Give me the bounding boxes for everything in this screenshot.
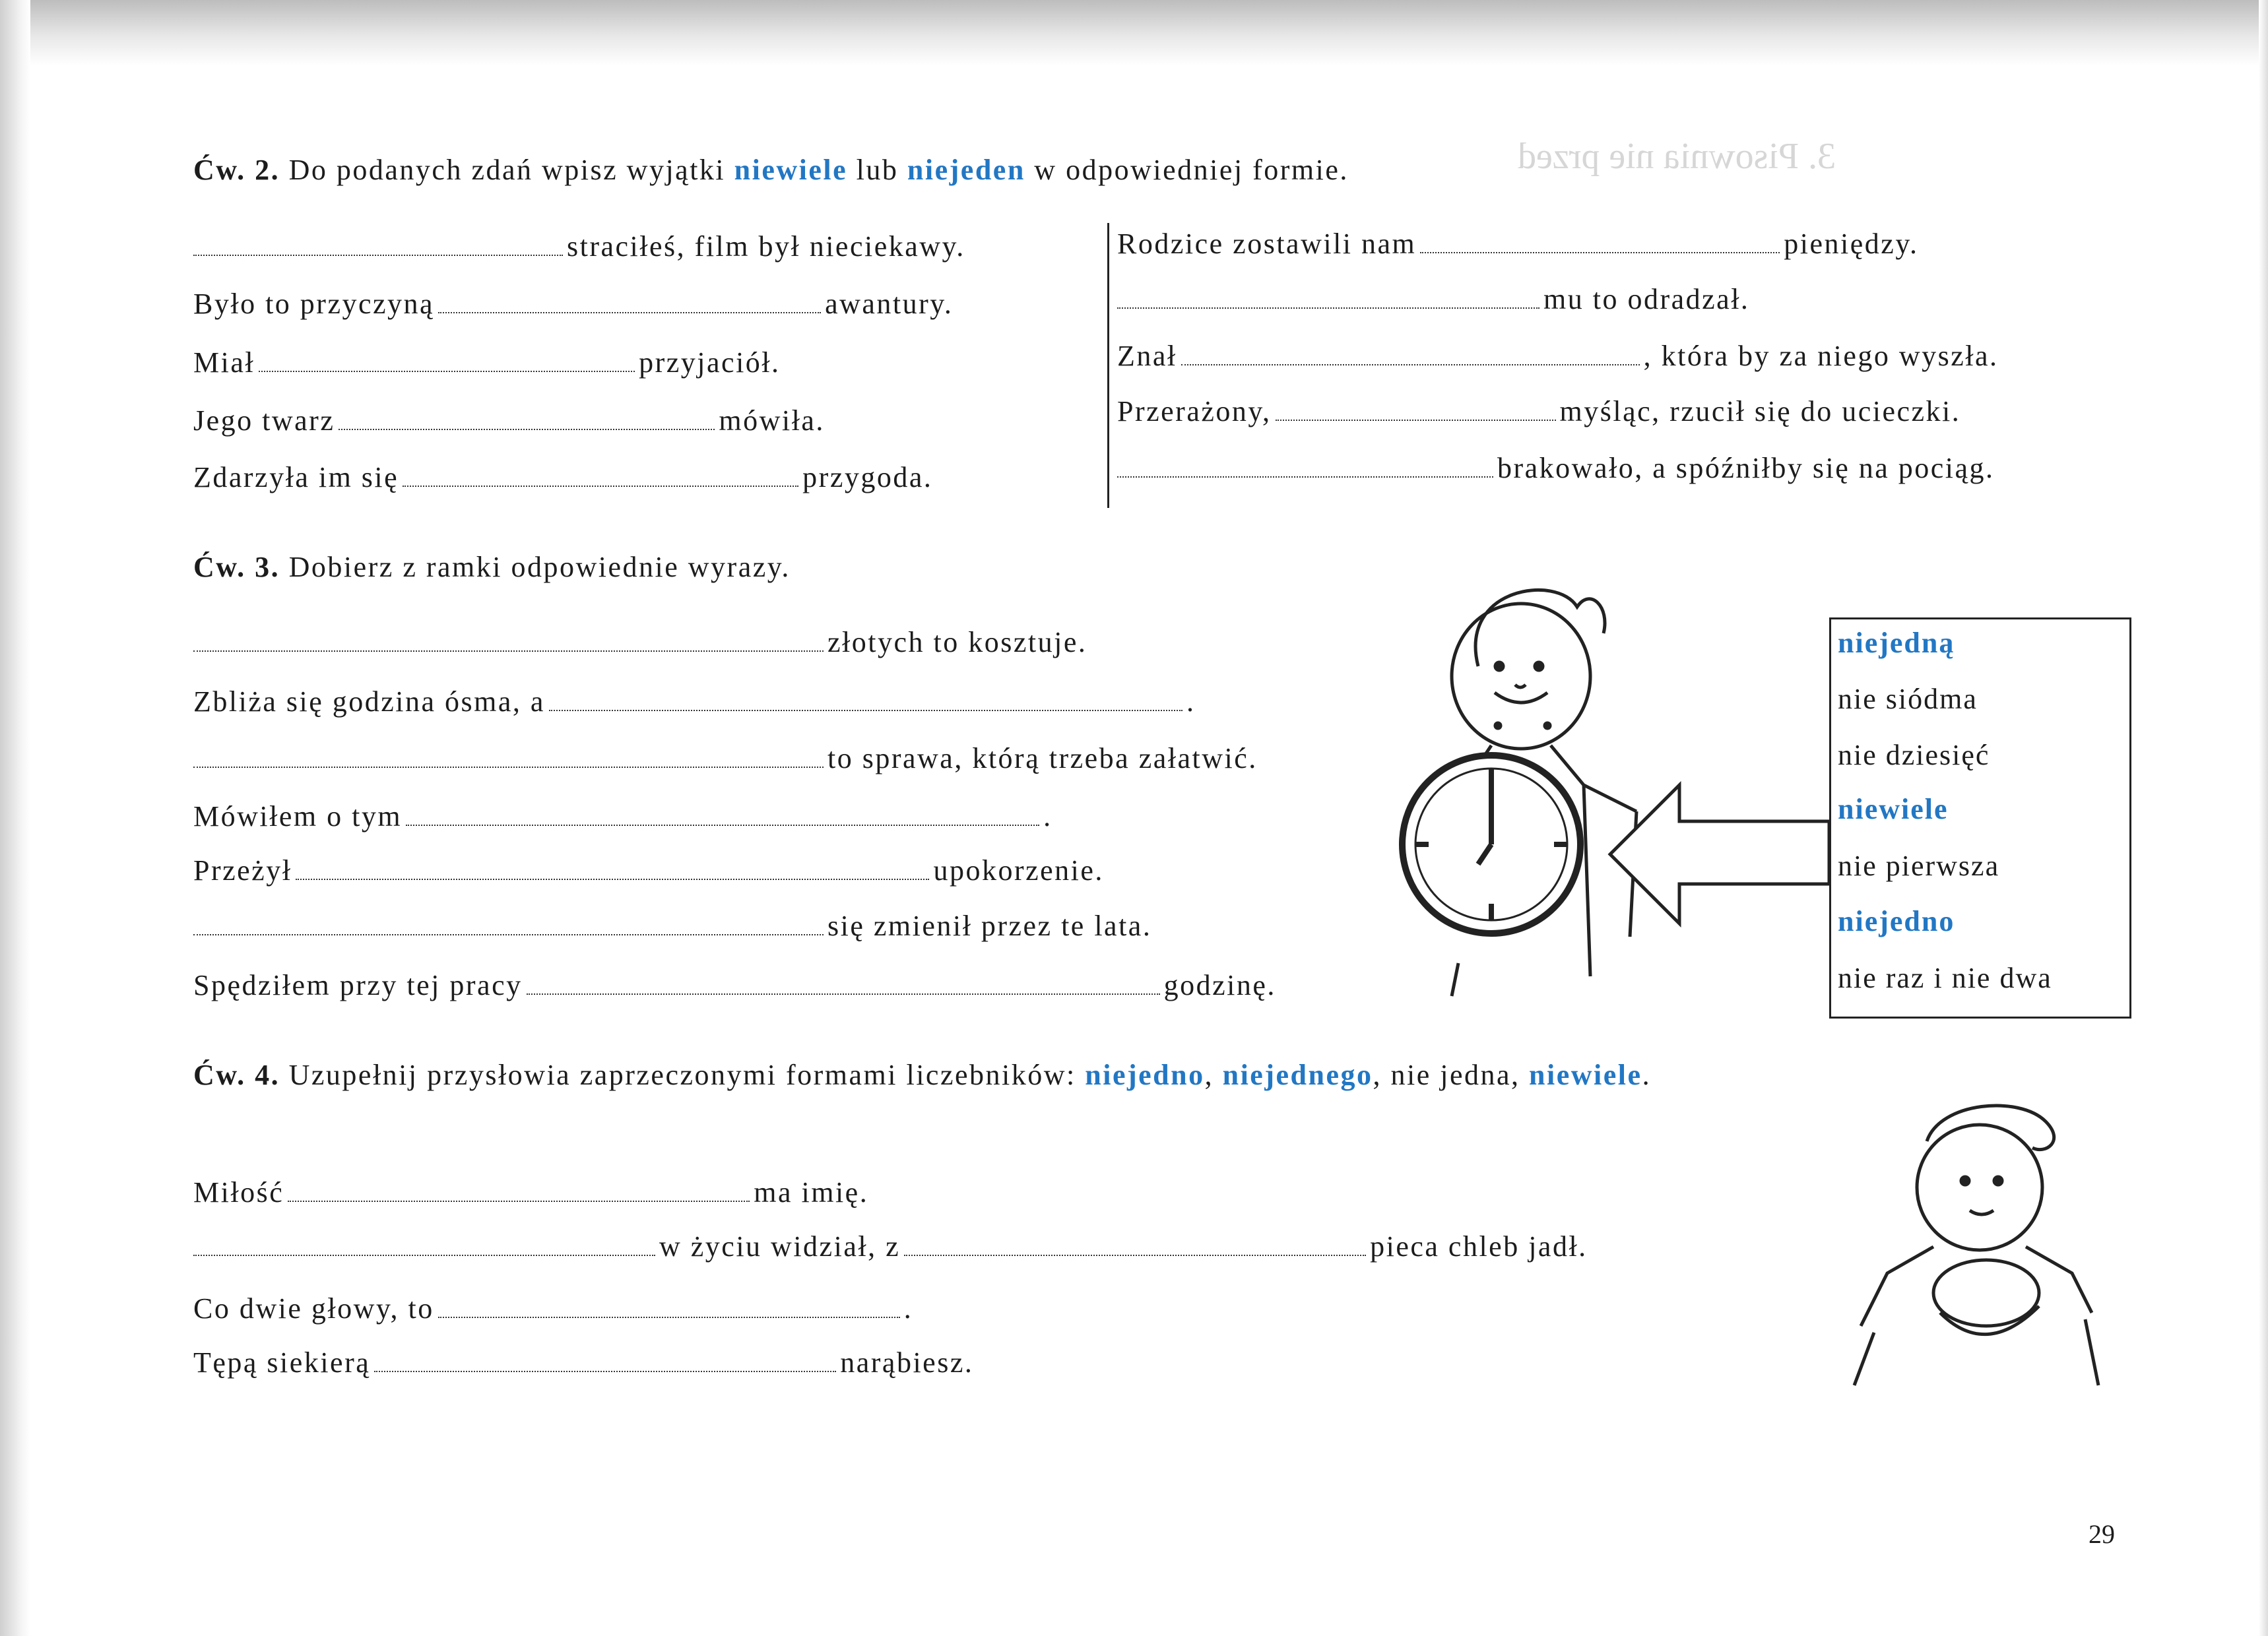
line-text: Miał — [193, 346, 255, 379]
line-text: Jego twarz — [193, 404, 335, 437]
scan-shadow-right — [2259, 0, 2268, 1636]
ex4-label: Ćw. 4. — [193, 1059, 280, 1091]
answer-blank[interactable] — [527, 984, 1160, 995]
ex2-left-line-2 — [193, 286, 953, 323]
line-text: ma imię. — [754, 1176, 869, 1209]
ex2-left-line-3 — [193, 344, 781, 381]
answer-blank[interactable] — [296, 869, 929, 880]
ex4-end: . — [1642, 1059, 1652, 1091]
line-text: . — [1043, 800, 1053, 833]
answer-blank[interactable] — [288, 1191, 750, 1202]
ex2-intro-3: w odpowiedniej formie. — [1034, 154, 1349, 186]
ex2-intro-1: Do podanych zdań wpisz wyjątki — [288, 154, 726, 186]
line-text: Co dwie głowy, to — [193, 1292, 434, 1325]
line-text: Przeżył — [193, 854, 292, 887]
line-text: Miłość — [193, 1176, 284, 1209]
ex3-line-3 — [193, 740, 1258, 777]
line-text: złotych to kosztuje. — [827, 626, 1087, 658]
ex2-right-line-4 — [1117, 393, 1960, 430]
ex2-right-line-3 — [1117, 338, 1999, 375]
line-text: . — [903, 1292, 913, 1325]
ex4-instruction — [193, 1057, 1651, 1094]
ex2-keyword-1: niewiele — [734, 154, 848, 186]
line-text: przygoda. — [802, 461, 933, 493]
line-text: narąbiesz. — [840, 1346, 974, 1379]
line-text: . — [1186, 685, 1196, 718]
scan-shadow-top — [0, 0, 2268, 66]
ex4-sep: , — [1204, 1059, 1214, 1091]
line-text: myśląc, rzucił się do ucieczki. — [1559, 395, 1961, 427]
line-text: awantury. — [825, 288, 954, 320]
line-text: Mówiłem o tym — [193, 800, 403, 833]
line-text: brakowało, a spóźniłby się na pociąg. — [1497, 452, 1995, 484]
ex3-line-6 — [193, 908, 1151, 945]
ex2-label: Ćw. 2. — [193, 154, 280, 186]
ex2-intro-2: lub — [856, 154, 899, 186]
column-divider — [1107, 223, 1109, 508]
ex4-intro: Uzupełnij przysłowia zaprzeczonymi formami liczebników: — [288, 1059, 1076, 1091]
answer-blank[interactable] — [1117, 298, 1539, 309]
ex4-line-1 — [193, 1174, 868, 1211]
ex4-line-4 — [193, 1344, 973, 1381]
ex2-instruction — [193, 152, 1349, 189]
answer-blank[interactable] — [259, 362, 635, 372]
word-box-item: niewiele — [1838, 793, 1949, 825]
line-text: pieca chleb jadł. — [1370, 1230, 1588, 1263]
word-box-item: nie dziesięć — [1838, 739, 1990, 771]
ex4-sep: , nie jedna, — [1373, 1059, 1520, 1091]
ex2-right-line-5 — [1117, 450, 1995, 487]
arrow-icon — [1610, 785, 1829, 924]
ex4-line-3 — [193, 1290, 913, 1327]
answer-blank[interactable] — [904, 1245, 1366, 1256]
line-text: się zmienił przez te lata. — [827, 910, 1152, 942]
word-box-item: nie pierwsza — [1838, 850, 2000, 882]
line-text: upokorzenie. — [933, 854, 1104, 887]
answer-blank[interactable] — [406, 815, 1039, 826]
answer-blank[interactable] — [339, 420, 715, 430]
line-text: to sprawa, którą trzeba załatwić. — [827, 742, 1258, 774]
word-box-item: niejedną — [1838, 627, 1955, 659]
answer-blank[interactable] — [193, 1245, 655, 1256]
ex3-instruction — [193, 549, 791, 586]
line-text: Było to przyczyną — [193, 288, 435, 320]
line-text: pieniędzy. — [1784, 228, 1919, 260]
answer-blank[interactable] — [193, 245, 563, 256]
ex3-label: Ćw. 3. — [193, 551, 280, 583]
answer-blank[interactable] — [374, 1362, 836, 1372]
bleed-through-heading: 3. Pisownia nie przed — [1518, 136, 1836, 177]
answer-blank[interactable] — [403, 476, 798, 487]
ex4-line-2 — [193, 1228, 1588, 1265]
ex3-line-1 — [193, 624, 1087, 661]
answer-blank[interactable] — [1117, 467, 1493, 478]
ex3-line-7 — [193, 967, 1276, 1004]
word-box-item: nie siódma — [1838, 683, 1978, 715]
answer-blank[interactable] — [193, 925, 824, 935]
ex4-keyword-3: niewiele — [1529, 1059, 1642, 1091]
page-number: 29 — [2089, 1519, 2115, 1549]
answer-blank[interactable] — [193, 757, 824, 768]
line-text: , która by za niego wyszła. — [1643, 340, 1999, 372]
answer-blank[interactable] — [549, 701, 1183, 711]
line-text: Znał — [1117, 340, 1177, 372]
line-text: straciłeś, film był nieciekawy. — [567, 230, 965, 263]
line-text: mówiła. — [719, 404, 825, 437]
boy-eating-illustration — [1848, 1095, 2125, 1425]
ex2-left-line-4 — [193, 402, 825, 439]
ex3-line-4 — [193, 798, 1053, 835]
ex2-keyword-2: niejeden — [907, 154, 1025, 186]
answer-blank[interactable] — [438, 303, 821, 313]
answer-blank[interactable] — [1420, 243, 1780, 253]
line-text: Zdarzyła im się — [193, 461, 399, 493]
line-text: Tępą siekierą — [193, 1346, 371, 1379]
line-text: Rodzice zostawili nam — [1117, 228, 1417, 260]
boy-with-clock-illustration — [1386, 567, 1834, 990]
word-box-item: niejedno — [1838, 905, 1955, 937]
scan-shadow-left — [0, 0, 30, 1636]
ex2-left-line-5 — [193, 459, 932, 496]
ex3-intro: Dobierz z ramki odpowiednie wyrazy. — [288, 551, 791, 583]
line-text: mu to odradzał. — [1543, 283, 1750, 315]
line-text: Zbliża się godzina ósma, a — [193, 685, 545, 718]
line-text: Przerażony, — [1117, 395, 1272, 427]
clock-icon — [1402, 755, 1580, 933]
ex3-line-5 — [193, 852, 1104, 889]
ex2-left-line-1 — [193, 228, 965, 265]
answer-blank[interactable] — [1181, 355, 1640, 365]
word-box-item: nie raz i nie dwa — [1838, 962, 2052, 994]
answer-blank[interactable] — [438, 1307, 900, 1318]
ex3-line-2 — [193, 683, 1195, 720]
line-text: w życiu widział, z — [659, 1230, 901, 1263]
ex4-keyword-1: niejedno — [1085, 1059, 1205, 1091]
line-text: przyjaciół. — [639, 346, 781, 379]
ex2-right-line-2 — [1117, 281, 1749, 318]
line-text: Spędziłem przy tej pracy — [193, 969, 523, 1001]
answer-blank[interactable] — [193, 641, 824, 652]
word-box — [1829, 617, 2131, 1019]
line-text: godzinę. — [1163, 969, 1276, 1001]
answer-blank[interactable] — [1276, 410, 1556, 421]
ex4-keyword-2: niejednego — [1222, 1059, 1373, 1091]
ex2-right-line-1 — [1117, 226, 1918, 263]
